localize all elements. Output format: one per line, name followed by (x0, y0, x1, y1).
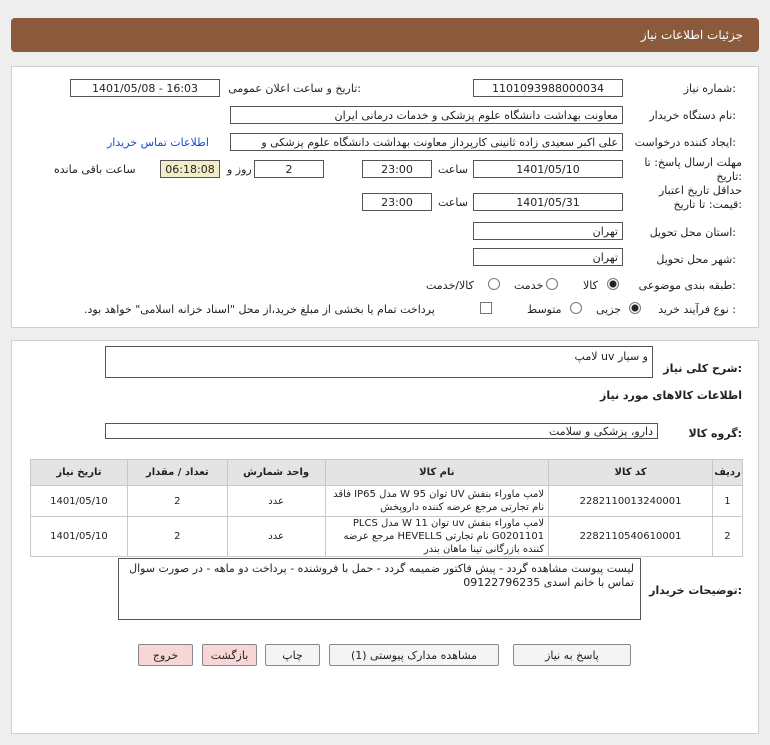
validity-time-label: ساعت (438, 196, 468, 209)
remaining-label: ساعت باقی مانده (54, 163, 136, 176)
cell-need-date: 1401/05/10 (31, 517, 128, 557)
page-title: جزئیات اطلاعات نیاز (640, 28, 743, 42)
col-need-date: تاریخ نیاز (31, 460, 128, 486)
city-label: شهر محل تحویل: (656, 253, 736, 266)
reply-button[interactable]: پاسخ به نیاز (513, 644, 631, 666)
cell-goods-name: لامپ ماوراء بنفش uv توان 11 W مدل PLCS G0201101 نام تجارتی HEVELLS مرجع عرضه کننده بازرگانی تینا ماهان بندر (325, 517, 549, 557)
exit-button[interactable]: خروج (138, 644, 193, 666)
validity-label: حداقل تاریخ اعتبار قیمت: تا تاریخ: (658, 184, 742, 211)
validity-date-field: 1401/05/31 (473, 193, 623, 211)
category-radio-goods[interactable] (607, 278, 619, 290)
buyer-org-label: نام دستگاه خریدار: (649, 109, 736, 122)
deadline-time-label: ساعت (438, 163, 468, 176)
cell-goods-code: 2282110540610001 (549, 517, 713, 557)
goods-info-title: اطلاعات کالاهای مورد نیاز (600, 389, 742, 402)
announce-field: 1401/05/08 - 16:03 (70, 79, 220, 97)
requester-label: ایجاد کننده درخواست: (634, 136, 736, 149)
province-field: تهران (473, 222, 623, 240)
table-row (31, 486, 743, 517)
cell-unit: عدد (227, 486, 325, 517)
cell-need-date: 1401/05/10 (31, 486, 128, 517)
goods-group-label: گروه کالا: (688, 427, 742, 440)
category-option-goods: کالا (583, 279, 598, 292)
category-radio-both[interactable] (488, 278, 500, 290)
process-radio-medium[interactable] (570, 302, 582, 314)
category-radio-service[interactable] (546, 278, 558, 290)
province-label: استان محل تحویل: (649, 226, 736, 239)
col-row: ردیف (712, 460, 742, 486)
goods-group-field: دارو، پزشکی و سلامت (105, 423, 658, 439)
summary-field: لامپ uv و سیار (105, 346, 653, 378)
remaining-timer: 06:18:08 (160, 160, 220, 178)
category-option-service: خدمت (514, 279, 544, 292)
process-label: نوع فرآیند خرید : (658, 303, 736, 316)
deadline-time-field: 23:00 (362, 160, 432, 178)
announce-label: تاریخ و ساعت اعلان عمومی: (228, 82, 361, 95)
validity-time-field: 23:00 (362, 193, 432, 211)
city-field: تهران (473, 248, 623, 266)
category-option-both: کالا/خدمت (426, 279, 474, 292)
cell-unit: عدد (227, 517, 325, 557)
print-button[interactable]: چاپ (265, 644, 320, 666)
cell-quantity: 2 (127, 517, 227, 557)
days-label: روز و (227, 163, 252, 176)
view-documents-button[interactable]: مشاهده مدارک پیوستی (1) (329, 644, 499, 666)
days-field: 2 (254, 160, 324, 178)
table-row (31, 517, 743, 557)
process-radio-minor[interactable] (629, 302, 641, 314)
summary-label: شرح کلی نیاز: (663, 362, 742, 375)
buyer-contact-link[interactable]: اطلاعات تماس خریدار (107, 136, 209, 149)
buyer-notes-label: توضیحات خریدار: (649, 584, 742, 597)
requester-field: علی اکبر سعیدی زاده ثانینی کارپرداز معاونت بهداشت دانشگاه علوم پزشکی و (230, 133, 623, 151)
cell-goods-code: 2282110013240001 (549, 486, 713, 517)
page-title-bar (11, 18, 759, 52)
cell-row: 2 (712, 517, 742, 557)
col-quantity: تعداد / مقدار (127, 460, 227, 486)
process-option-minor: جزیی (596, 303, 622, 316)
deadline-label: مهلت ارسال پاسخ: تا تاریخ: (644, 156, 742, 183)
back-button[interactable]: بازگشت (202, 644, 257, 666)
col-goods-name: نام کالا (325, 460, 549, 486)
cell-goods-name: لامپ ماوراء بنفش UV توان 95 W مدل IP65 فاقد نام تجارتی مرجع عرضه کننده داروپخش (325, 486, 549, 517)
category-label: طبقه بندی موضوعی: (638, 279, 736, 292)
col-unit: واحد شمارش (227, 460, 325, 486)
cell-quantity: 2 (127, 486, 227, 517)
cell-row: 1 (712, 486, 742, 517)
need-number-label: شماره نیاز: (683, 82, 736, 95)
goods-table (30, 459, 743, 557)
col-goods-code: کد کالا (549, 460, 713, 486)
deadline-date-field: 1401/05/10 (473, 160, 623, 178)
process-option-medium: متوسط (527, 303, 562, 316)
buyer-org-field: معاونت بهداشت دانشگاه علوم پزشکی و خدمات درمانی ایران (230, 106, 623, 124)
treasury-payment-note: پرداخت تمام یا بخشی از مبلغ خرید،از محل "اسناد خزانه اسلامی" خواهد بود. (84, 303, 435, 316)
buyer-notes-field: لیست پیوست مشاهده گردد - پیش فاکتور ضمیمه گردد - حمل با فروشنده - پرداخت دو ماهه - در صورت سوال تماس با خانم اسدی 09122796235 (118, 558, 641, 620)
treasury-payment-checkbox[interactable] (480, 302, 492, 314)
table-header-row (31, 460, 743, 486)
need-number-field: 1101093988000034 (473, 79, 623, 97)
